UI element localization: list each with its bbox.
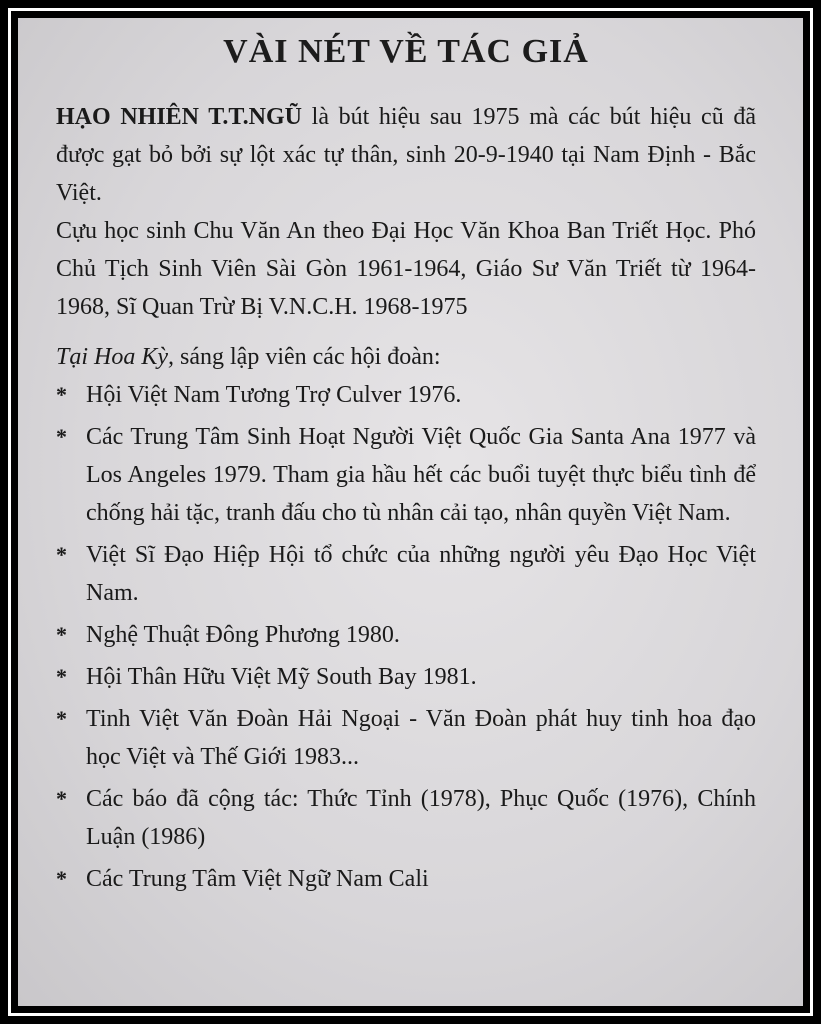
- intro-paragraph: [56, 98, 756, 212]
- bullet-mark: *: [56, 706, 67, 731]
- list-item-text: Nghệ Thuật Đông Phương 1980.: [86, 622, 400, 648]
- list-item: [56, 376, 756, 414]
- list-item-text: Hội Thân Hữu Việt Mỹ South Bay 1981.: [86, 664, 477, 690]
- bullet-mark: *: [56, 382, 67, 407]
- bullet-mark: *: [56, 424, 67, 449]
- list-item-text: Các báo đã cộng tác: Thức Tỉnh (1978), Phục Quốc (1976), Chính Luận (1986): [86, 786, 756, 850]
- bio-paragraph: Cựu học sinh Chu Văn An theo Đại Học Văn Khoa Ban Triết Học. Phó Chủ Tịch Sinh Viên Sài Gòn 1961-1964, Giáo Sư Văn Triết từ 1964-1968, Sĩ Quan Trừ Bị V.N.C.H. 1968-1975: [56, 218, 756, 320]
- intro-text: là bút hiệu sau 1975 mà các bút hiệu cũ đã được gạt bỏ bởi sự lột xác tự thân, sinh 20-9-1940 tại Nam Định - Bắc Việt.: [56, 104, 756, 206]
- list-item: [56, 536, 756, 612]
- bullet-mark: *: [56, 866, 67, 891]
- list-item: [56, 658, 756, 696]
- author-name: HẠO NHIÊN T.T.NGŨ: [56, 104, 302, 130]
- page-title: VÀI NÉT VỀ TÁC GIẢ: [223, 33, 589, 70]
- list-item: [56, 700, 756, 776]
- list-item: [56, 780, 756, 856]
- bullet-mark: *: [56, 542, 67, 567]
- list-item-text: Các Trung Tâm Việt Ngữ Nam Cali: [86, 866, 429, 892]
- usa-heading: [56, 338, 756, 376]
- list-item: [56, 418, 756, 532]
- page-content: [56, 30, 756, 898]
- organization-list: [56, 376, 756, 898]
- list-item: [56, 616, 756, 654]
- list-item: [56, 860, 756, 898]
- usa-place: Tại Hoa Kỳ,: [56, 344, 175, 370]
- bullet-mark: *: [56, 786, 67, 811]
- list-item-text: Việt Sĩ Đạo Hiệp Hội tổ chức của những người yêu Đạo Học Việt Nam.: [86, 542, 756, 606]
- usa-text: sáng lập viên các hội đoàn:: [174, 344, 441, 370]
- book-page: [18, 18, 803, 1006]
- list-item-text: Các Trung Tâm Sinh Hoạt Người Việt Quốc Gia Santa Ana 1977 và Los Angeles 1979. Tham gia hầu hết các buổi tuyệt thực biểu tình để chống hải tặc, tranh đấu cho tù nhân cải tạo, nhân quyền Việt Nam.: [86, 424, 756, 526]
- list-item-text: Hội Việt Nam Tương Trợ Culver 1976.: [86, 382, 462, 408]
- bullet-mark: *: [56, 622, 67, 647]
- list-item-text: Tinh Việt Văn Đoàn Hải Ngoại - Văn Đoàn phát huy tinh hoa đạo học Việt và Thế Giới 1983...: [86, 706, 756, 770]
- bullet-mark: *: [56, 664, 67, 689]
